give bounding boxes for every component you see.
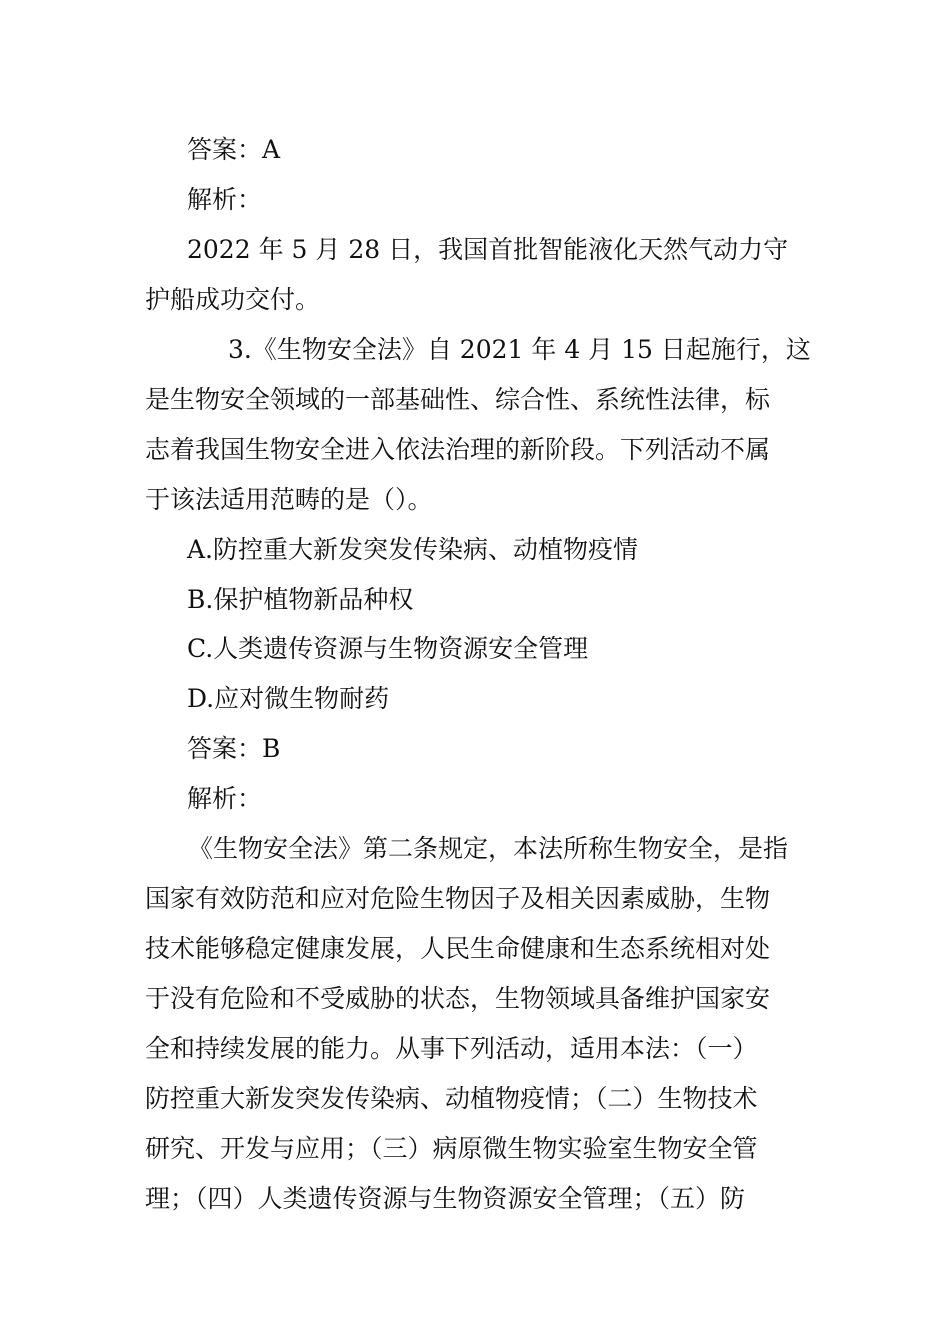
q3-option-b: B.保护植物新品种权 bbox=[187, 585, 414, 614]
q2-answer: 答案：A bbox=[187, 135, 281, 164]
q3-analysis-line: 防控重大新发突发传染病、动植物疫情；（二）生物技术 bbox=[145, 1084, 758, 1113]
q3-answer: 答案：B bbox=[187, 734, 281, 763]
q3-analysis-line: 全和持续发展的能力。从事下列活动，适用本法：（一） bbox=[145, 1034, 758, 1063]
q2-analysis-line: 护船成功交付。 bbox=[145, 285, 321, 314]
q3-stem-line: 于该法适用范畴的是（）。 bbox=[145, 485, 433, 514]
q3-stem-line: 志着我国生物安全进入依法治理的新阶段。下列活动不属 bbox=[145, 435, 771, 464]
q3-analysis-line: 国家有效防范和应对危险生物因子及相关因素威胁，生物 bbox=[145, 884, 771, 913]
q3-analysis-line: 技术能够稳定健康发展，人民生命健康和生态系统相对处 bbox=[145, 934, 771, 963]
q3-analysis-line: 于没有危险和不受威胁的状态，生物领域具备维护国家安 bbox=[145, 984, 771, 1013]
q3-analysis-line: 研究、开发与应用；（三）病原微生物实验室生物安全管 bbox=[145, 1134, 758, 1163]
q3-analysis-label: 解析： bbox=[187, 784, 263, 813]
q3-option-c: C.人类遗传资源与生物资源安全管理 bbox=[187, 634, 589, 663]
q3-option-d: D.应对微生物耐药 bbox=[187, 684, 390, 713]
q3-analysis-line: 理；（四）人类遗传资源与生物资源安全管理；（五）防 bbox=[145, 1184, 746, 1213]
q2-analysis-line: 2022 年 5 月 28 日，我国首批智能液化天然气动力守 bbox=[187, 235, 789, 264]
q3-stem-line: 是生物安全领域的一部基础性、综合性、系统性法律，标 bbox=[145, 385, 771, 414]
q2-analysis-label: 解析： bbox=[187, 185, 263, 214]
q3-stem-line: 3.《生物安全法》自 2021 年 4 月 15 日起施行，这 bbox=[228, 335, 811, 364]
q3-analysis-line: 《生物安全法》第二条规定，本法所称生物安全，是指 bbox=[188, 834, 789, 863]
q3-option-a: A.防控重大新发突发传染病、动植物疫情 bbox=[187, 535, 639, 564]
